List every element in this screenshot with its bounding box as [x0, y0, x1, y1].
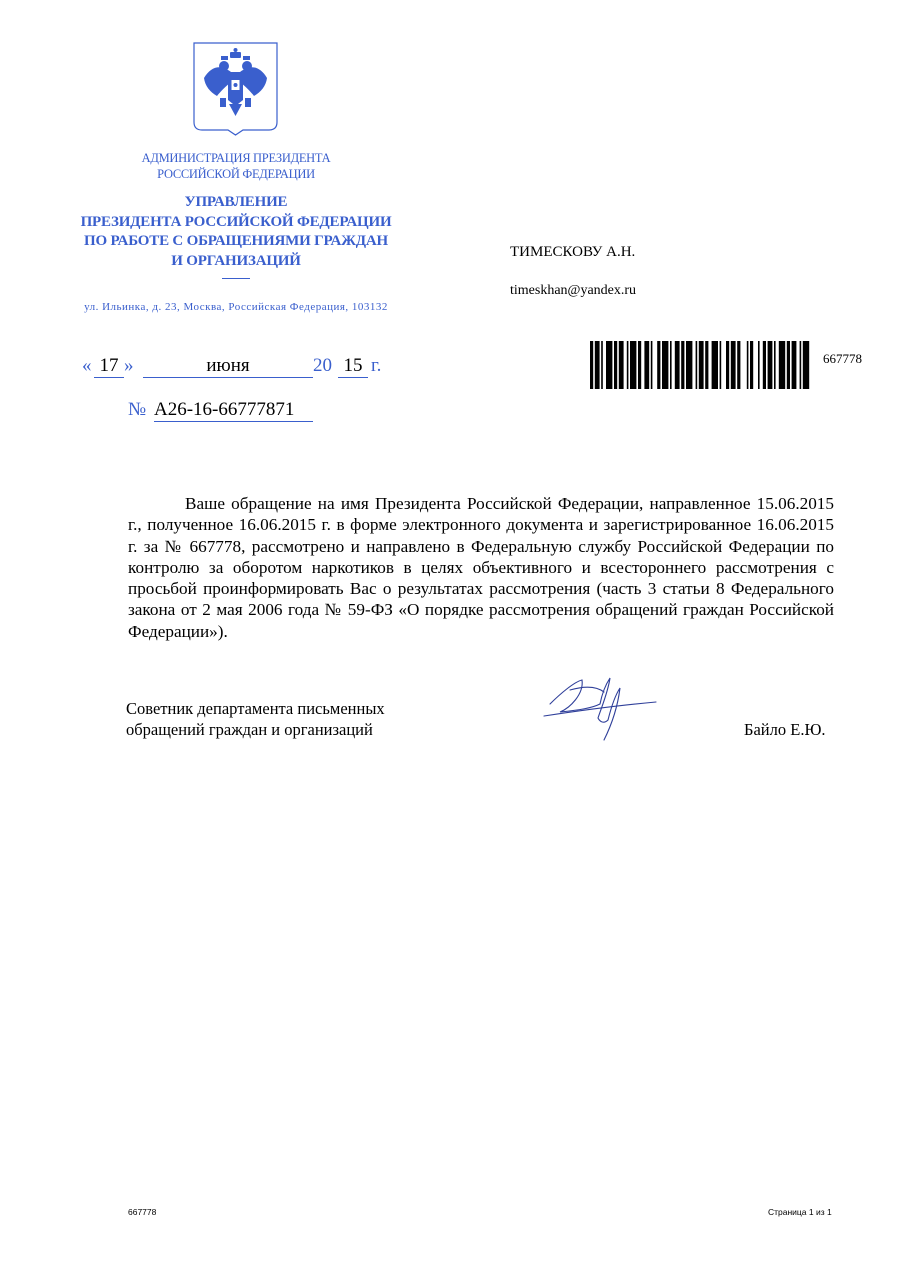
barcode-bar	[606, 341, 612, 389]
barcode-bar	[737, 341, 740, 389]
barcode-bar	[662, 341, 668, 389]
date-month: июня	[143, 355, 313, 378]
barcode-number: 667778	[823, 351, 862, 366]
barcode-bar	[614, 341, 617, 389]
barcode-bar	[644, 341, 649, 389]
barcode-bar	[720, 341, 722, 389]
admin-line-1: АДМИНИСТРАЦИЯ ПРЕЗИДЕНТА	[141, 151, 331, 165]
barcode-bar	[657, 341, 660, 389]
barcode-bar	[747, 341, 749, 389]
footer-page-number: Страница 1 из 1	[768, 1207, 832, 1217]
date-open-quote: «	[82, 355, 92, 376]
barcode-bar	[675, 341, 680, 389]
coat-of-arms-emblem	[193, 42, 278, 136]
double-headed-eagle-icon	[193, 42, 278, 136]
admin-line-2: РОССИЙСКОЙ ФЕДЕРАЦИИ	[157, 167, 315, 181]
barcode-bar	[712, 341, 718, 389]
barcode-bar	[601, 341, 603, 389]
signer-title	[126, 698, 385, 740]
barcode-bar	[803, 341, 809, 389]
reg-number: А26-16-66777871	[154, 399, 313, 422]
barcode-bar	[651, 341, 653, 389]
barcode-bar	[590, 341, 593, 389]
date-year-prefix: 20	[313, 355, 332, 376]
recipient-email: timeskhan@yandex.ru	[510, 283, 637, 298]
header-divider	[222, 278, 250, 279]
signature-icon	[540, 664, 660, 744]
signer-name: Байло Е.Ю.	[744, 720, 826, 739]
barcode-bar	[638, 341, 641, 389]
barcode-bar	[750, 341, 753, 389]
dept-line-1: УПРАВЛЕНИЕ	[184, 194, 288, 210]
dept-line-2: ПРЕЗИДЕНТА РОССИЙСКОЙ ФЕДЕРАЦИИ	[80, 213, 392, 230]
barcode-bar	[619, 341, 624, 389]
dept-line-3: ПО РАБОТЕ С ОБРАЩЕНИЯМИ ГРАЖДАН	[84, 233, 388, 249]
barcode-bar	[681, 341, 684, 389]
address: ул. Ильинка, д. 23, Москва, Российская Федерация, 103132	[84, 301, 388, 313]
recipient-name: ТИМЕСКОВУ А.Н.	[510, 244, 636, 260]
letter-body	[128, 493, 834, 642]
date-year-suffix: 15	[338, 355, 368, 378]
barcode-bar	[630, 341, 636, 389]
barcode-bar	[670, 341, 672, 389]
barcode-bar	[792, 341, 797, 389]
barcode-bar	[779, 341, 785, 389]
barcode-bar	[763, 341, 766, 389]
barcode-bar	[774, 341, 776, 389]
date-close-quote: »	[124, 355, 134, 376]
barcode-bar	[686, 341, 692, 389]
dept-line-4: И ОРГАНИЗАЦИЙ	[171, 252, 301, 269]
barcode-graphic	[590, 341, 810, 389]
barcode	[590, 341, 810, 389]
barcode-bar	[787, 341, 790, 389]
barcode-bar	[726, 341, 729, 389]
barcode-bar	[731, 341, 736, 389]
reg-number-sign: №	[128, 399, 147, 420]
footer-doc-id: 667778	[128, 1207, 157, 1217]
handwritten-signature	[540, 664, 660, 744]
date-year-mark: г.	[371, 355, 382, 376]
barcode-bar	[800, 341, 802, 389]
barcode-bar	[758, 341, 760, 389]
barcode-bar	[595, 341, 600, 389]
barcode-bar	[699, 341, 704, 389]
barcode-bar	[627, 341, 629, 389]
barcode-bar	[768, 341, 773, 389]
date-day: 17	[94, 355, 124, 378]
signer-title-line-1: Советник департамента письменных	[126, 699, 385, 718]
barcode-bar	[696, 341, 698, 389]
letter-paragraph: Ваше обращение на имя Президента Российской Федерации, направленное 15.06.2015 г., полученное 16.06.2015 г. в форме электронного документа и зарегистрированное 16.06.2015 г. за № 667778, рассмотрено и направлено в Федеральную службу Российской Федерации по контролю за оборотом наркотиков в целях объективного и всестороннего рассмотрения с просьбой проинформировать Вас о результатах рассмотрения (часть 3 статьи 8 Федерального закона от 2 мая 2006 года № 59-ФЗ «О порядке рассмотрения обращений граждан Российской Федерации»).	[128, 494, 834, 641]
barcode-bar	[705, 341, 708, 389]
signer-title-line-2: обращений граждан и организаций	[126, 720, 373, 739]
